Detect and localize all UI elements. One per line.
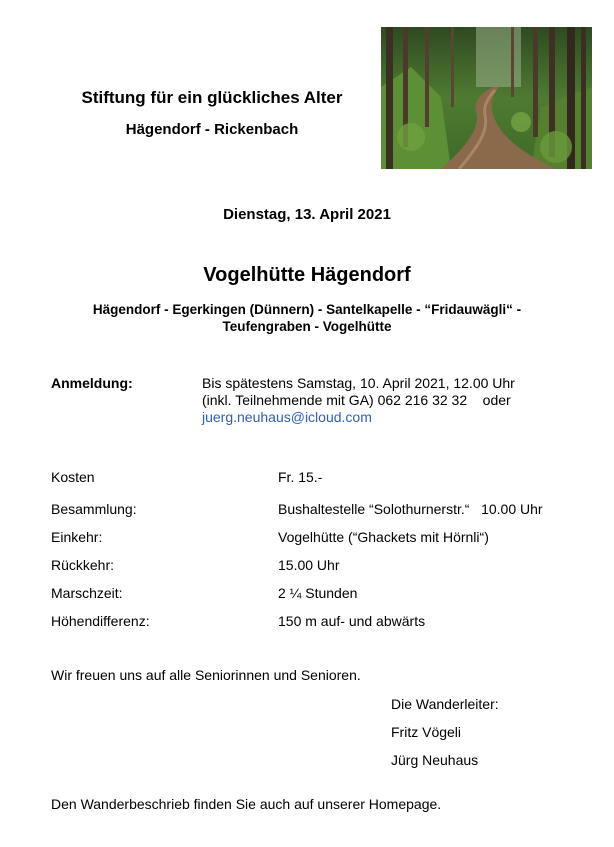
walking-time-label: Marschzeit: [51,585,123,601]
event-title: Vogelhütte Hägendorf [203,264,411,286]
event-route [60,301,554,335]
footer-note: Den Wanderbeschrieb finden Sie auch auf unserer Homepage. [51,796,442,812]
event-date: Dienstag, 13. April 2021 [223,206,391,223]
organization-name: Stiftung für ein glückliches Alter [81,88,343,107]
return-label: Rückkehr: [51,557,115,573]
registration-text [202,375,515,426]
leaders-heading: Die Wanderleiter: [391,696,499,712]
route-line-2: Teufengraben - Vogelhütte [222,319,392,334]
registration-phone: (inkl. Teilnehmende mit GA) 062 216 32 32 oder [202,392,511,408]
organization-location: Hägendorf - Rickenbach [125,121,299,138]
elevation-value: 150 m auf- und abwärts [278,613,426,629]
route-line-1: Hägendorf - Egerkingen (Dünnern) - Santelkapelle - “Fridauwägli“ - [92,302,522,317]
leader-name: Jürg Neuhaus [391,752,479,768]
meeting-point-label: Besammlung: [51,501,137,517]
meeting-point-value: Bushaltestelle “Solothurnerstr.“ 10.00 Uhr [278,501,543,517]
closing-message: Wir freuen uns auf alle Seniorinnen und Senioren. [51,667,361,683]
registration-deadline: Bis spätestens Samstag, 10. April 2021, 12.00 Uhr [202,375,515,391]
refreshment-value: Vogelhütte (“Ghackets mit Hörnli“) [278,529,489,545]
walking-time-value: 2 ¼ Stunden [278,585,358,601]
cost-value: Fr. 15.- [278,469,323,485]
refreshment-label: Einkehr: [51,529,103,545]
cost-label: Kosten [51,469,95,485]
forest-path-photo [381,27,592,169]
elevation-label: Höhendifferenz: [51,613,150,629]
registration-label: Anmeldung: [51,375,133,391]
registration-email-link[interactable]: juerg.neuhaus@icloud.com [202,409,372,425]
leader-name: Fritz Vögeli [391,724,462,740]
return-value: 15.00 Uhr [278,557,340,573]
forest-path-illustration [381,27,592,169]
